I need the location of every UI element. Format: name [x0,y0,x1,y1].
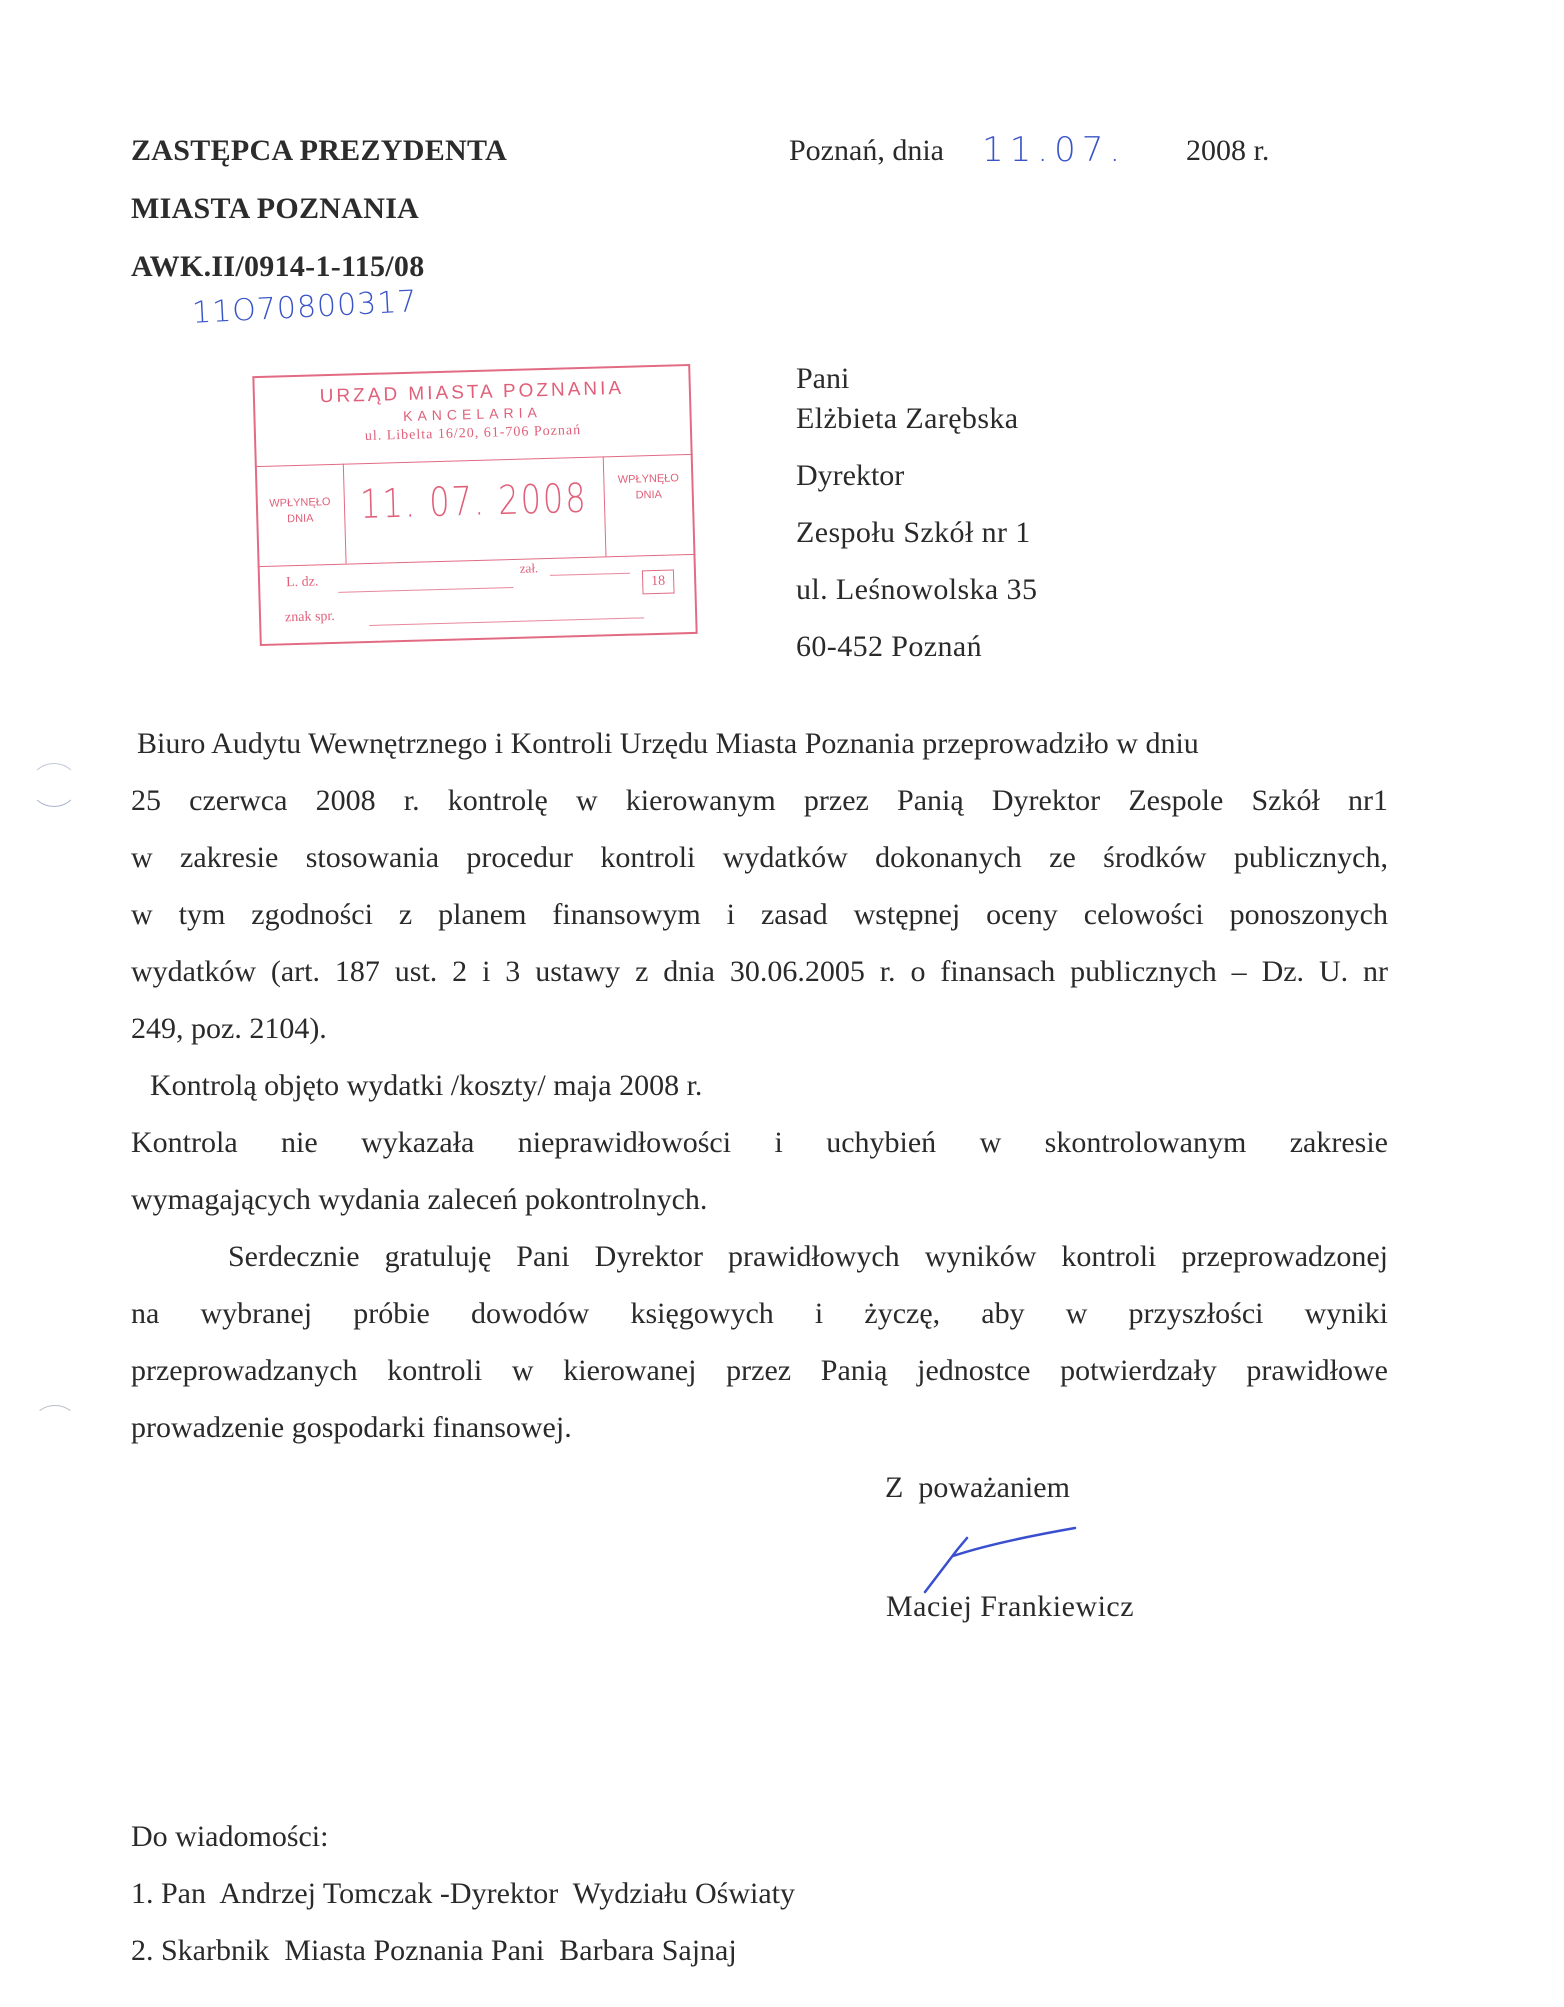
recipient-street: ul. Leśnowolska 35 [796,573,1038,606]
signature-icon [915,1520,1095,1600]
body-line: Serdecznie gratuluję Pani Dyrektor prawidłowych wyników kontroli przeprowadzonej [228,1240,1388,1273]
stamp-title: URZĄD MIASTA POZNANIA [319,377,625,408]
handwritten-number: 11O70800317 [191,284,419,331]
recipient-city: 60-452 Poznań [796,630,983,663]
date-prefix: Poznań, dnia [789,134,944,167]
cc-item: 2. Skarbnik Miasta Poznania Pani Barbara Sajnaj [131,1934,737,1967]
recipient-name: Elżbieta Zarębska [796,402,1019,435]
recipient-salutation: Pani [796,362,850,395]
stamp-label-left-1: WPŁYNĘŁO [269,496,331,510]
stamp-label-right-2: DNIA [635,488,663,502]
body-line: wymagających wydania zaleceń pokontrolnych. [131,1183,708,1216]
body-line: 25 czerwca 2008 r. kontrolę w kierowanym przez Panią Dyrektor Zespole Szkół nr1 [131,784,1388,817]
body-line: w zakresie stosowania procedur kontroli wydatków dokonanych ze środków publicznych, [131,841,1388,874]
closing-regards: Z poważaniem [885,1471,1070,1504]
stamp-label-left-2: DNIA [287,512,314,526]
body-line: przeprowadzanych kontroli w kierowanej przez Panią jednostce potwierdzały prawidłowe [131,1354,1388,1387]
body-line: Kontrola nie wykazała nieprawidłowości i uchybień w skontrolowanym zakresie [131,1126,1388,1159]
body-line: Kontrolą objęto wydatki /koszty/ maja 2008 r. [150,1069,703,1102]
recipient-title: Dyrektor [796,459,905,492]
body-line: prowadzenie gospodarki finansowej. [131,1411,572,1444]
stamp-znak-label: znak spr. [284,608,336,626]
date-year: 2008 r. [1186,134,1270,167]
issuer-title: ZASTĘPCA PREZYDENTA [131,134,508,167]
body-line: wydatków (art. 187 ust. 2 i 3 ustawy z dnia 30.06.2005 r. o finansach publicznych – Dz. U. nr [131,955,1388,988]
issuer-city: MIASTA POZNANIA [131,192,420,225]
stamp-ldz-label: L. dz. [285,574,319,591]
stamp-address: ul. Libelta 16/20, 61-706 Poznań [364,423,582,445]
stamp-label-right-1: WPŁYNĘŁO [617,472,680,487]
punch-hole-mark-icon [34,1405,76,1437]
cc-label: Do wiadomości: [131,1820,329,1853]
body-line: w tym zgodności z planem finansowym i zasad wstępnej oceny celowości ponoszonych [131,898,1388,931]
received-stamp [252,364,697,646]
stamp-zal-label: zał. [519,560,539,576]
body-line: 249, poz. 2104). [131,1012,327,1045]
reference-number: AWK.II/0914-1-115/08 [131,250,425,283]
stamp-subtitle: KANCELARIA [402,404,542,424]
stamp-box-number: 18 [642,569,675,594]
punch-hole-mark-icon [30,763,78,807]
signatory-name: Maciej Frankiewicz [886,1590,1135,1623]
recipient-institution: Zespołu Szkół nr 1 [796,516,1031,549]
body-line: Biuro Audytu Wewnętrznego i Kontroli Urzędu Miasta Poznania przeprowadziło w dniu [137,727,1199,760]
cc-item: 1. Pan Andrzej Tomczak -Dyrektor Wydziału Oświaty [131,1877,795,1910]
handwritten-date: 11.07. [982,130,1127,170]
body-line: na wybranej próbie dowodów księgowych i życzę, aby w przyszłości wyniki [131,1297,1388,1330]
stamp-date: 11. 07. 2008 [359,474,589,528]
